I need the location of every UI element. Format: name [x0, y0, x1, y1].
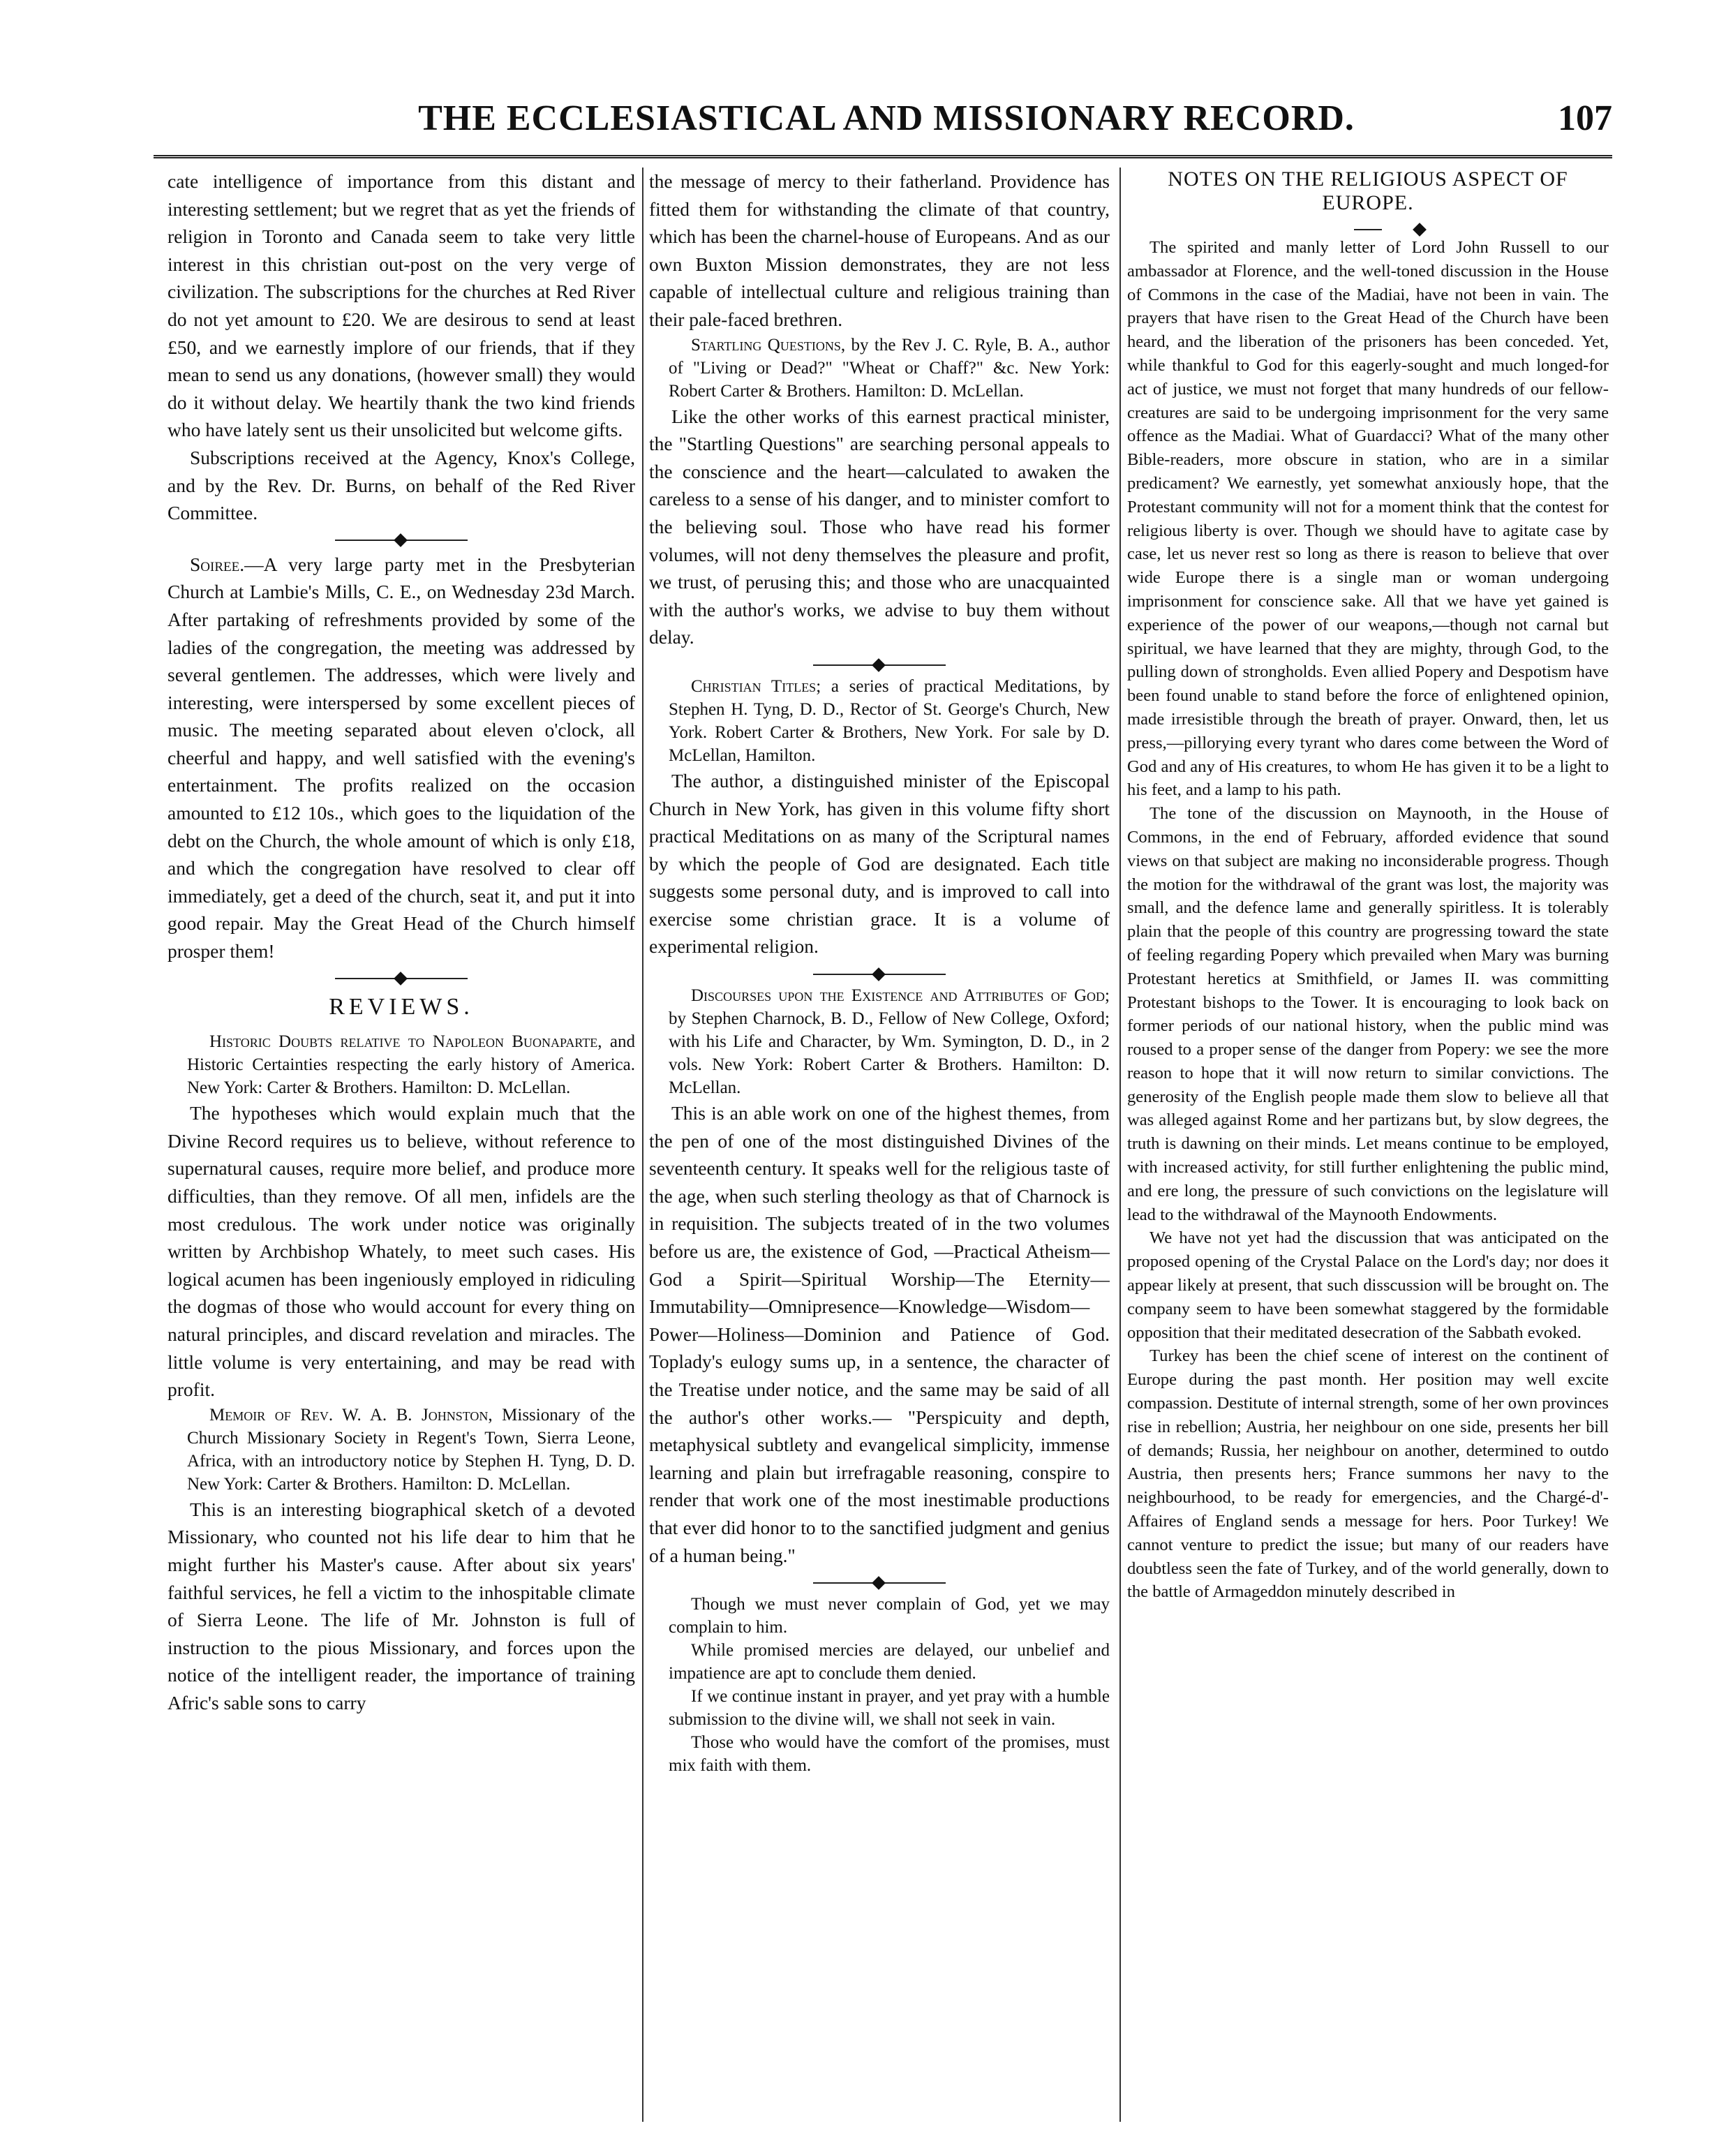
book-title-napoleon	[168, 1030, 635, 1099]
header-rule	[154, 155, 1612, 158]
section-separator	[649, 651, 1110, 675]
book-title-ryle-details: by the Rev J. C. Ryle, B. A., author of "Living or Dead?" "Wheat or Chaff?" &c. New York: Robert Carter & Brothers. Hamilton: D. McLellan.	[669, 335, 1110, 401]
book-title-napoleon-details: and Historic Certainties respecting the early history of America. New York: Carter & Brothers. Hamilton: D. McLellan.	[187, 1032, 635, 1098]
book-title-johnston	[168, 1404, 635, 1496]
section-separator	[649, 1569, 1110, 1593]
notes-heading: NOTES ON THE RELIGIOUS ASPECT OF EUROPE.	[1168, 168, 1568, 214]
book-title-charnock-name: Discourses upon the Existence and Attributes of God;	[691, 986, 1110, 1006]
book-title-charnock	[649, 984, 1110, 1099]
column-middle	[649, 168, 1110, 2122]
review-napoleon: The hypotheses which would explain much that the Divine Record requires us to believe, without reference to supernatural causes, require more belief, and produce more difficulties, than they remove. Of all men, infidels are the most credulous. The work under notice was originally written by Archbishop Whately, to meet such cases. His logical acumen has been ingeniously employed in ridiculing the dogmas of those who would account for every thing on natural principles, and discard revelation and miracles. The little volume is very entertaining, and may be read with profit.	[168, 1102, 635, 1401]
reviews-heading: REVIEWS.	[329, 993, 474, 1020]
review-johnston: This is an interesting biographical sketch of a devoted Missionary, who counted not his life dear to him that he might further his Master's cause. After about six years' faithful services, he fell a victim to the inhospitable climate of Sierra Leone. The life of Mr. Johnston is full of instruction to the pious Missionary, and forces upon the notice of the intelligent reader, the importance of training Afric's sable sons to carry	[168, 1498, 635, 1713]
review-tyng: The author, a distinguished minister of the Episcopal Church in New York, has given in this volume fifty short practical Meditations on as many of the Scriptural names by which the people of God are designated. Each title suggests some personal duty, and is improved to call into exercise some christian grace. It is a volume of experimental religion.	[649, 769, 1110, 958]
maxim-complain: Though we must never complain of God, yet we may complain to him.	[669, 1595, 1110, 1637]
article-crystal-palace: We have not yet had the discussion that was anticipated on the proposed opening of the Crystal Palace on the Lord's day; nor does it appear likely at present, that such disscussion will be brought on. The company seem to have been somewhat staggered by the formidable opposition that their meditated desecration of the Sabbath evoked.	[1127, 1228, 1609, 1342]
article-red-river: cate intelligence of importance from this distant and interesting settlement; but we regret that as yet the friends of religion in Toronto and Canada seem to take very little interest in this christian out-post on the very verge of civilization. The subscriptions for the churches at Red River do not yet amount to £20. We are desirous to send at least £50, and we earnestly implore of our friends, that if they mean to send us any donations, (however small) they would do it without delay. We heartily thank the two kind friends who have lately sent us their unsolicited but welcome gifts.	[168, 170, 635, 441]
book-title-tyng	[649, 675, 1110, 767]
maxim-comfort-promises: Those who would have the comfort of the promises, must mix faith with them.	[669, 1733, 1110, 1776]
review-ryle: Like the other works of this earnest practical minister, the "Startling Questions" are searching personal appeals to the conscience and the heart—calculated to awaken the careless to a sense of his danger, and to minister comfort to the believing soul. Those who have read his former volumes, will not deny themselves the pleasure and profit, we trust, of perusing this; and those who are unacquainted with the author's works, we advise to buy them without delay.	[649, 405, 1110, 648]
maxim-instant-prayer: If we continue instant in prayer, and yet pray with a humble submission to the divine will, we shall not seek in vain.	[669, 1687, 1110, 1730]
article-russell-madiai: The spirited and manly letter of Lord John Russell to our ambassador at Florence, and the well-toned discussion in the House of Commons in the case of the Madiai, have not been in vain. The prayers that have risen to the Great Head of the Church have been heard, and the liberation of the prisoners has been conceded. Yet, while thankful to God for this eagerly-sought and much longed-for act of justice, we must not forget that many hundreds of our fellow-creatures are said to be undergoing imprisonment for the very same offence as the Madiai. What of Guardacci? What of the many other Bible-readers, more obscure in station, who are in a similar predicament? We earnestly, yet somewhat anxiously hope, that the Protestant community will not for a moment think that the contest for religious liberty is over. Though we should have to agitate case by case, let us never rest so long as there is reason to believe that over wide Europe there is a single man or woman undergoing imprisonment for conscience sake. All that we have yet gained is experience of the power of our weapons,—though not carnal but spiritual, we have learned that they are mighty, through God, to the pulling down of strongholds. Even allied Popery and Despotism have been found unable to stand before the force of enlightened opinion, made irresistible through the breath of prayer. Onward, then, let us press,—pillorying every tyrant who dares come between the Word of God and any of His creatures, to whom He has given it to be a light to his feet, and a lamp to his path.	[1127, 238, 1609, 800]
maxim-promised-mercies: While promised mercies are delayed, our unbelief and impatience are apt to conclude them denied.	[669, 1641, 1110, 1683]
heading-separator	[1127, 222, 1609, 236]
article-turkey: Turkey has been the chief scene of interest on the continent of Europe during the past month. Her position may well excite compassion. Destitute of internal strength, some of her own provinces rise in rebellion; Austria, her neighbour on one side, presents her bill of demands; Russia, her neighbour on another, determined to outdo Austria, then presents hers; France summons her navy to the neighbourhood, to be ready for emergencies, and the Chargé-d'-Affaires of England sends a message for hers. Poor Turkey! We cannot venture to predict the issue; but many of our readers have doubtless seen the fate of Turkey, and of the world generally, down to the battle of Armageddon minutely described in	[1127, 1346, 1609, 1602]
soiree-label: Soiree.	[190, 553, 245, 575]
article-subscriptions: Subscriptions received at the Agency, Knox's College, and by the Rev. Dr. Burns, on behalf of the Red River Committee.	[168, 446, 635, 524]
article-soiree	[168, 551, 635, 965]
column-right	[1127, 168, 1609, 2122]
book-title-ryle	[649, 334, 1110, 403]
section-separator	[168, 527, 635, 551]
book-title-tyng-details: a series of practical Meditations, by Stephen H. Tyng, D. D., Rector of St. George's Church, New York. Robert Carter & Brothers, New York. For sale by D. McLellan, Hamilton.	[669, 676, 1110, 765]
soiree-text: —A very large party met in the Presbyterian Church at Lambie's Mills, C. E., on Wednesday 23d March. After partaking of refreshments provided by some of the ladies of the congregation, the meeting was addressed by several gentlemen. The addresses, which were lively and interesting, were interspersed by some excellent pieces of music. The meeting separated about eleven o'clock, all cheerful and happy, and well satisfied with the evening's entertainment. The profits realized on the occasion amounted to £12 10s., which goes to the liquidation of the debt on the Church, the whole amount of which is only £18, and which the congregation have resolved to clear off immediately, get a deed of the church, seat it, and put it into good repair. May the Great Head of the Church himself prosper them!	[168, 553, 635, 962]
column-divider-left	[642, 168, 643, 2122]
section-separator	[168, 965, 635, 989]
book-title-ryle-name: Startling Questions,	[691, 335, 846, 355]
book-title-napoleon-name: Historic Doubts relative to Napoleon Buonaparte,	[209, 1032, 602, 1052]
article-maynooth: The tone of the discussion on Maynooth, in the House of Commons, in the end of February, afforded evidence that sound views on that subject are making no inconsiderable progress. Though the motion for the withdrawal of the grant was lost, the majority was small, and the defence lame and generally spiritless. It is tolerably plain that the people of this country are progressing toward the state of feeling regarding Popery which prevailed when Mary was burning Protestant heretics at Smithfield, or James II. was committing Protestant bishops to the Tower. It is encouraging to look back on former periods of our national history, when the public mind was roused to a proper sense of the danger from Popery: we see the more reason to hope that it will now return to similar convictions. The generosity of the English people made them slow to believe all that was alleged against Rome and her partizans but, by slow degrees, the truth is dawning on their minds. Let means continue to be employed, with increased activity, for still further enlightening the public mind, and ere long, the pressure of such convictions on the legislature will lead to the withdrawal of the Maynooth Endowments.	[1127, 804, 1609, 1224]
section-separator	[649, 960, 1110, 984]
book-title-johnston-name: Memoir of Rev. W. A. B. Johnston,	[209, 1405, 493, 1425]
column-left	[168, 168, 635, 2122]
review-johnston-continued: the message of mercy to their fatherland. Providence has fitted them for withstanding the climate of that country, which has been the charnel-house of Europeans. And as our own Buxton Mission demonstrates, they are not less capable of intellectual culture and religious training than their pale-faced brethren.	[649, 170, 1110, 330]
book-title-charnock-details: by Stephen Charnock, B. D., Fellow of New College, Oxford; with his Life and Character, by Wm. Symington, D. D., in 2 vols. New York: Robert Carter & Brothers. Hamilton: D. McLellan.	[669, 1009, 1110, 1098]
book-title-tyng-name: Christian Titles;	[691, 676, 821, 696]
column-divider-right	[1119, 168, 1121, 2122]
page-header-title: THE ECCLESIASTICAL AND MISSIONARY RECORD.	[418, 98, 1355, 138]
book-title-johnston-details: Missionary of the Church Missionary Society in Regent's Town, Sierra Leone, Africa, with an introductory notice by Stephen H. Tyng, D. D. New York: Carter & Brothers. Hamilton: D. McLellan.	[187, 1405, 635, 1494]
review-charnock: This is an able work on one of the highest themes, from the pen of one of the most distinguished Divines of the seventeenth century. It speaks well for the religious taste of the age, when such sterling theology as that of Charnock is in requisition. The subjects treated of in the two volumes before us are, the existence of God, —Practical Atheism—God a Spirit—Spiritual Worship—The Eternity—Immutability—Omnipresence—Knowledge—Wisdom—Power—Holiness—Dominion and Patience of God. Toplady's eulogy sums up, in a sentence, the character of the Treatise under notice, and the same may be said of all the author's other works.— "Perspicuity and depth, metaphysical subtlety and evangelical simplicity, immense learning and plain but irrefragable reasoning, conspire to render that work one of the most inestimable productions that ever did honor to to the sanctified judgment and genius of a human being."	[649, 1102, 1110, 1566]
page-number: 107	[1558, 98, 1612, 138]
